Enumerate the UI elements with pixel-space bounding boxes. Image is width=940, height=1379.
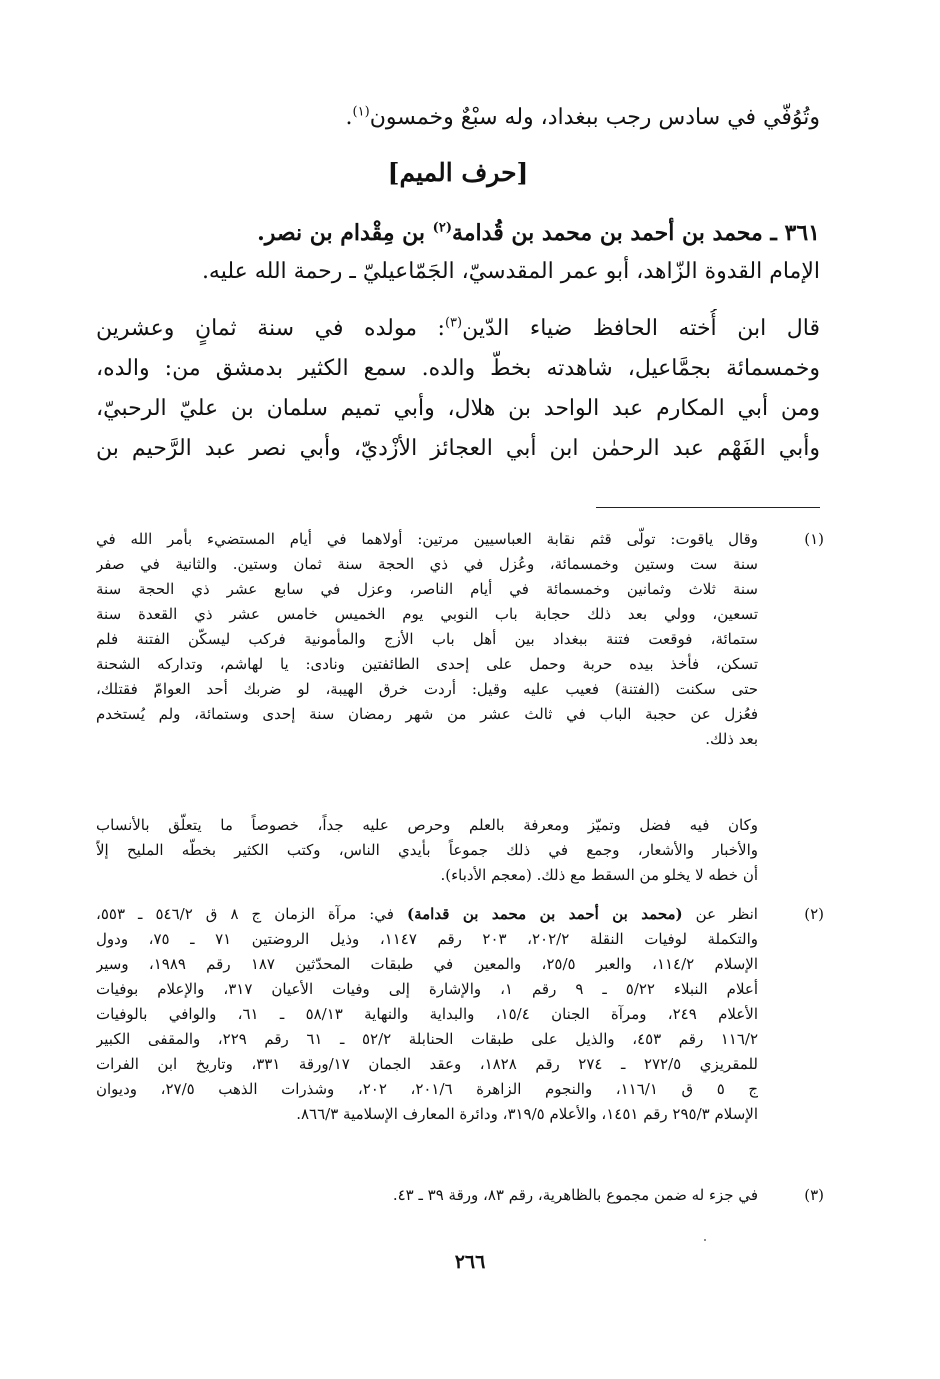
footnote-1-line: وقال ياقوت: تولّى قثم نقابة العباسيين مرتين: أولاهما في أيام المستضيء بأمر الله في — [96, 530, 758, 548]
paragraph-line-2: وخمسمائة بجمَّاعيل، شاهدته بخطّ والده. سمع الكثير بدمشق من: والده، — [96, 356, 820, 381]
paragraph-line-1-rest: : مولده في سنة ثمانٍ وعشرين — [96, 316, 445, 341]
entry-title-end: بن مِقْدام بن نصر. — [257, 220, 433, 246]
footnote-1-line: ستمائة، فوقعت فتنة ببغداد بين أهل باب الأزج والمأمونية فركب ليسكّن الفتنة فلم — [96, 630, 758, 648]
footnote-1-cont-line: أن خطه لا يخلو من السقط مع ذلك. (معجم الأدباء). — [440, 866, 758, 884]
footnote-1-line: سنة ست وستين وخمسمائة، وعُزل في ذي الحجة سنة ثمان وستين. والثانية في صفر — [96, 555, 758, 573]
footnote-2 — [96, 902, 824, 1127]
footnote-2-line: أعلام النبلاء ٥/٢٢ ـ ٩ رقم ١، والإشارة إلى وفيات الأعيان ٣١٧، والإعلام بوفيات — [96, 980, 758, 998]
epithet-line — [96, 252, 820, 292]
footnote-1-continuation — [96, 813, 824, 888]
paragraph-line-4: وأبي الفَهْم عبد الرحمٰن ابن أبي العجائز الأزْديّ، وأبي نصر عبد الرَّحيم بن — [96, 436, 820, 461]
footnote-3-text — [96, 1183, 758, 1208]
footnote-1 — [96, 527, 824, 752]
footnote-2-line: الأعلام ٢٤٩، ومرآة الجنان ١٥/٤، والبداية والنهاية ٥٨/١٣ ـ ٦١، والوافي بالوفيات — [96, 1005, 758, 1023]
paragraph-start: قال ابن أُخته الحافظ ضياء الدّين — [462, 316, 820, 341]
footnote-1-cont-line: والأخبار والأشعار، وجمع في ذلك جموعاً بأيدي الناس، وكتب الكثير بخطّه المليح إلاّ — [96, 841, 758, 859]
footnote-2-first-line-rest: في: مرآة الزمان ج ٨ ق ٥٤٦/٢ ـ ٥٥٣، — [96, 905, 407, 923]
footnote-1-line: سنة ثلاث وثمانين وخمسمائة في أيام الناصر، وعزل في سابع عشر ذي الحجة سنة — [96, 580, 758, 598]
paragraph-line-3: ومن أبي المكارم عبد الواحد بن هلال، وأبي تميم سلمان بن عليّ الرحبيّ، — [96, 396, 820, 421]
footnote-1-text — [96, 527, 758, 752]
footnote-2-line-1 — [96, 902, 758, 927]
footnote-1-cont-line: وكان فيه فضل وتميّز ومعرفة بالعلم وحرص عليه جداً، خصوصاً ما يتعلّق بالأنساب — [96, 816, 758, 834]
footnote-1-line: تسكن، فأخذ بيده حربة وحمل على إحدى الطائفتين ونادى: يا لهاشم، وتداركه الشحنة — [96, 655, 758, 673]
closing-line — [96, 98, 820, 138]
epithet-text: الإمام القدوة الزّاهد، أبو عمر المقدسيّ، الجَمّاعيليّ ـ رحمة الله عليه. — [201, 259, 820, 284]
footnote-2-line: ١١٦/٢ رقم ٤٥٣، والذيل على طبقات الحنابلة ٥٢/٢ ـ ٦١ رقم ٢٢٩، والمقفى الكبير — [96, 1030, 758, 1048]
footnote-2-subject: (محمد بن أحمد بن محمد بن قدامة) — [407, 905, 683, 923]
footnote-2-number: (٢) — [804, 905, 824, 923]
print-speck — [704, 1239, 706, 1241]
footnote-1-line: بعد ذلك. — [705, 730, 758, 748]
footnote-2-lead: انظر عن — [682, 905, 758, 923]
page-number: ٢٦٦ — [454, 1251, 486, 1273]
footnote-3-line: في جزء له ضمن مجموع بالظاهرية، رقم ٨٣، ورقة ٣٩ ـ ٤٣. — [392, 1186, 758, 1204]
footnote-1-line: فعُزل عن حجبة الباب في ثالث عشر من شهر رمضان سنة إحدى وستمائة، ولم يُستخدم — [96, 705, 758, 723]
footnote-1-continuation-text — [96, 813, 758, 888]
section-heading: [حرف الميم] — [387, 158, 529, 187]
footnote-2-line: ج ٥ ق ١١٦/١، والنجوم الزاهرة ٢٠١/٦، ٢٠٢، وشذرات الذهب ٢٧/٥، وديوان — [96, 1080, 758, 1098]
footnote-2-line: الإسلام ٢٩٥/٣ رقم ١٤٥١، والأعلام ٣١٩/٥، ودائرة المعارف الإسلامية ٨٦٦/٣. — [296, 1105, 758, 1123]
footnote-2-line: والتكملة لوفيات النقلة ٢٠٢/٢، ٢٠٣ رقم ١١٤٧، وذيل الروضتين ٧١ ـ ٧٥، ودول — [96, 930, 758, 948]
footnote-3-number: (٣) — [804, 1186, 824, 1204]
footnote-ref-1: (١) — [352, 104, 370, 120]
footnote-1-line: حتى سكنت (الفتنة) فعيب عليه وقيل: أردت خرق الهيبة، لو ضربك أحد العوامّ فقتلك، — [96, 680, 758, 698]
entry-title — [96, 220, 820, 246]
footnote-3 — [96, 1183, 824, 1208]
footnote-2-text — [96, 902, 758, 1127]
footnote-2-line: للمقريزي ٢٧٢/٥ ـ ٢٧٤ رقم ١٨٢٨، وعقد الجمان ١٧/ورقة ٣٣١، وتاريخ ابن الفرات — [96, 1055, 758, 1073]
footnote-2-line: الإسلام ١١٤/٢، والعبر ٢٥/٥، والمعين في طبقات المحدّثين ١٨٧ رقم ١٩٨٩، وسير — [96, 955, 758, 973]
footnote-ref-3: (٣) — [444, 315, 463, 331]
paragraph-line-1 — [96, 309, 820, 349]
main-paragraph — [96, 309, 820, 469]
footnote-separator — [596, 507, 820, 508]
closing-end: . — [345, 105, 353, 130]
footnote-1-line: تسعين، وولي بعد ذلك حجابة باب النوبي يوم الخميس خامس عشر ذي القعدة سنة — [96, 605, 758, 623]
closing-text: وتُوُفّي في سادس رجب ببغداد، وله سبْعٌ وخمسون — [369, 105, 820, 130]
entry-title-text: ٣٦١ ـ محمد بن أحمد بن محمد بن قُدامة — [451, 220, 820, 246]
footnote-ref-2: (٢) — [432, 220, 452, 236]
footnote-1-number: (١) — [804, 530, 824, 548]
